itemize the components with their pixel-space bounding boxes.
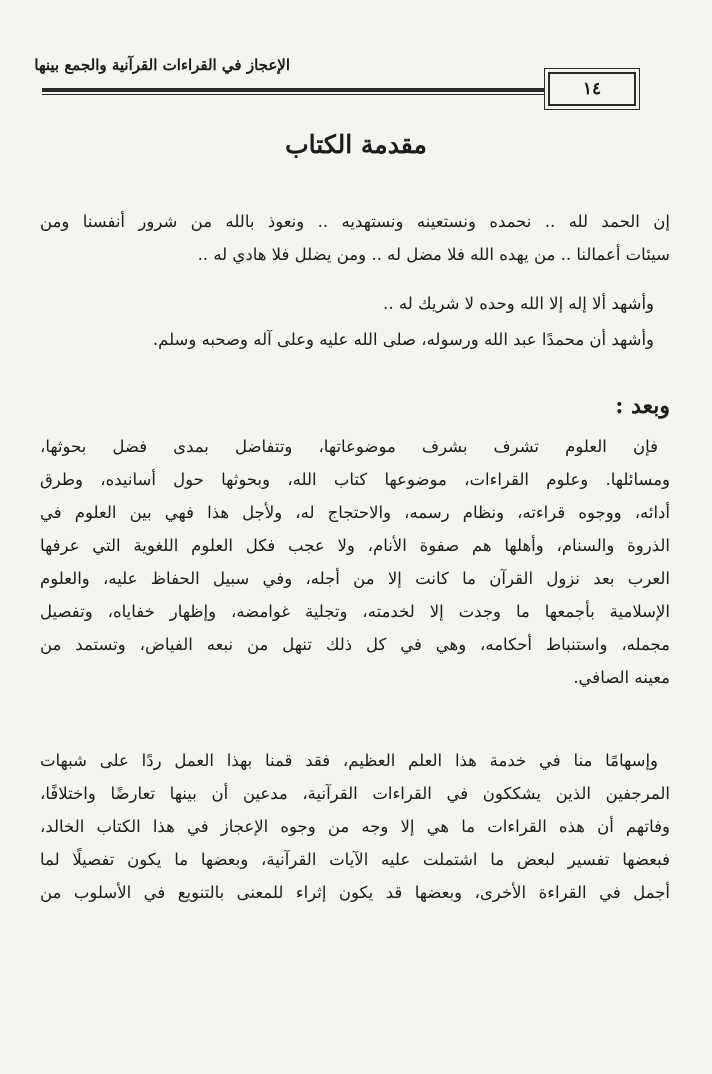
text-line: سيئات أعمالنا .. من يهده الله فلا مضل له .. ومن يضلل فلا هادي له .. bbox=[197, 245, 670, 264]
text-line: الذروة والسنام، وأهلها هم صفوة الأنام، ولا عجب فكل العلوم اللغوية التي عرفها bbox=[40, 536, 670, 555]
text-line: أجمل في القراءة الأخرى، وبعضها قد يكون إثراء للمعنى بالتنويع في الأسلوب من bbox=[40, 883, 670, 902]
wa-baad-heading: وبعد : bbox=[615, 393, 670, 419]
header-rule-thin bbox=[42, 94, 636, 95]
text-line: فبعضها تفسير لبعض ما اشتملت عليه الآيات القرآنية، وبعضها ما يكون تفصيلًا لما bbox=[40, 850, 670, 869]
shahada-line-2 bbox=[40, 323, 670, 356]
text-line: وإسهامًا منا في خدمة هذا العلم العظيم، فقد قمنا بهذا العمل ردًا على شبهات bbox=[40, 751, 658, 770]
text-line: المرجفين الذين يشككون في القراءات القرآنية، مدعين أن بينها تعارضًا واختلافًا، bbox=[40, 784, 670, 803]
shahada-line-1 bbox=[40, 287, 670, 320]
text-line: فإن العلوم تشرف بشرف موضوعاتها، وتتفاضل بمدى فضل بحوثها، bbox=[40, 437, 658, 456]
text-line: الإسلامية بأجمعها ما وجدت إلا لخدمته، وتجلية غوامضه، وإظهار خفاياه، وتفصيل bbox=[40, 602, 670, 621]
text-line: العرب بعد نزول القرآن ما كانت إلا من أجله، وفي سبيل الحفاظ عليه، والعلوم bbox=[40, 569, 670, 588]
opening-paragraph bbox=[40, 205, 670, 271]
text-line: وأشهد أن محمدًا عبد الله ورسوله، صلى الله عليه وعلى آله وصحبه وسلم. bbox=[152, 330, 654, 349]
text-line: إن الحمد لله .. نحمده ونستعينه ونستهديه .. ونعوذ بالله من شرور أنفسنا ومن bbox=[40, 212, 670, 231]
chapter-title: مقدمة الكتاب bbox=[285, 130, 427, 159]
paragraph-sciences bbox=[40, 430, 670, 694]
text-line: وأشهد ألا إله إلا الله وحده لا شريك له .. bbox=[383, 294, 654, 313]
header-rule bbox=[42, 88, 636, 92]
text-line: مجمله، واستنباط أحكامه، وهي في كل ذلك تنهل من نبعه الفياض، وتستمد من bbox=[40, 635, 670, 654]
paragraph-contribution bbox=[40, 744, 670, 909]
text-line: أدائه، ووجوه قراءته، ونظام رسمه، والاحتجاج له، ولأجل هذا فهي بين العلوم في bbox=[40, 503, 670, 522]
page-number: ١٤ bbox=[548, 72, 636, 106]
running-header-title: الإعجاز في القراءات القرآنية والجمع بينها bbox=[34, 56, 290, 74]
text-line: معينه الصافي. bbox=[573, 668, 670, 687]
text-line: وفاتهم أن هذه القراءات ما هي إلا وجه من وجوه الإعجاز في هذا الكتاب الخالد، bbox=[40, 817, 670, 836]
text-line: ومسائلها. وعلوم القراءات، موضوعها كتاب الله، وبحوثها حول أسانيده، وطرق bbox=[40, 470, 670, 489]
